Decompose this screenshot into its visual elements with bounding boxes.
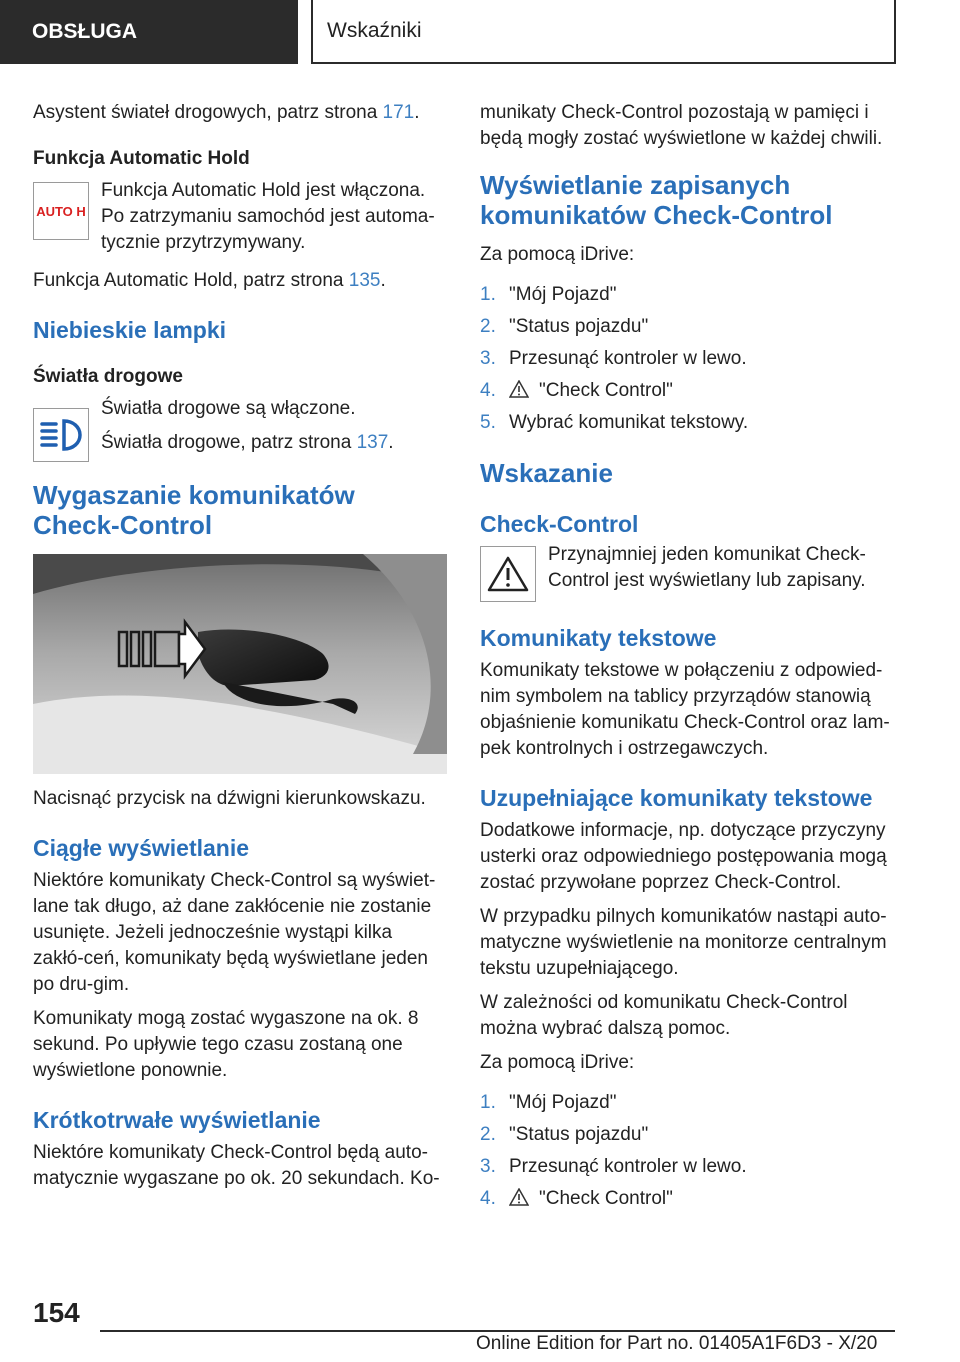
text-messages-para: Komunikaty tekstowe w połączeniu z odpowied-nim symbolem na tablicy przyrządów stanowią objaśnienie komunikatu Check-Control oraz lam-pek kontrolnych i ostrzegawczych. xyxy=(480,660,890,759)
high-beam-text: Światła drogowe są włączone. xyxy=(101,398,356,419)
step-number: 5. xyxy=(480,412,496,433)
list-item xyxy=(480,346,892,372)
page-header xyxy=(0,0,960,66)
dismiss-caption: Nacisnąć przycisk na dźwigni kierunkowskazu. xyxy=(33,788,426,809)
indication-heading: Wskazanie xyxy=(480,458,613,488)
step-text: "Mój Pojazd" xyxy=(509,1092,617,1113)
step-number: 1. xyxy=(480,284,496,305)
footer-divider xyxy=(100,1330,895,1332)
intro-end: . xyxy=(414,102,420,123)
check-control-text: Przynajmniej jeden komunikat Check-Control jest wyświetlany lub zapisany. xyxy=(548,544,866,591)
continuous-para-2: Komunikaty mogą zostać wygaszone na ok. 8 sekund. Po upływie tego czasu zostaną one wyświetlone ponownie. xyxy=(33,1008,419,1081)
list-item xyxy=(480,410,892,436)
page-link-137[interactable]: 137 xyxy=(356,432,389,453)
list-item xyxy=(480,1090,892,1116)
section-title: OBSŁUGA xyxy=(32,20,137,43)
page-link-135[interactable]: 135 xyxy=(348,270,381,291)
warning-triangle-icon xyxy=(509,380,529,398)
continuous-para-1: Niektóre komunikaty Check-Control są wyświet-lane tak długo, aż dane zakłócenie nie zostanie usunięte. Jeżeli jednocześnie wystąpi kilka zakłó-ceń, komunikaty będą wyświetlane jeden po dru-gim. xyxy=(33,870,436,995)
high-beam-glyph xyxy=(39,418,83,452)
auto-hold-ref xyxy=(33,268,447,294)
short-display-para: Niektóre komunikaty Check-Control będą auto-matycznie wygaszane po ok. 20 sekundach. Ko- xyxy=(33,1142,440,1189)
high-beam-icon xyxy=(33,408,89,462)
high-beam-subheading: Światła drogowe xyxy=(33,366,183,387)
turn-signal-lever-photo xyxy=(33,554,447,774)
section-tab xyxy=(0,0,298,64)
list-item xyxy=(480,1154,892,1180)
list-item xyxy=(480,1186,892,1212)
high-beam-ref xyxy=(101,430,447,456)
check-control-subheading: Check-Control xyxy=(480,511,639,537)
stored-lead: Za pomocą iDrive: xyxy=(480,244,635,265)
high-beam-ref-text: Światła drogowe, patrz strona xyxy=(101,432,357,453)
step-text: Przesunąć kontroler w lewo. xyxy=(509,1156,747,1177)
stored-messages-heading: Wyświetlanie zapisanych komunikatów Check-Control xyxy=(480,170,833,230)
step-text: "Check Control" xyxy=(539,380,673,401)
step-number: 4. xyxy=(480,1188,496,1209)
step-number: 4. xyxy=(480,380,496,401)
high-beam-row xyxy=(33,396,447,462)
step-text: "Status pojazdu" xyxy=(509,1124,649,1145)
step-number: 2. xyxy=(480,316,496,337)
page-link-171[interactable]: 171 xyxy=(382,102,415,123)
intro-text: Asystent świateł drogowych, patrz strona xyxy=(33,102,383,123)
list-item xyxy=(480,378,892,404)
step-text: "Mój Pojazd" xyxy=(509,284,617,305)
supplementary-steps-list xyxy=(480,1090,892,1212)
list-item xyxy=(480,282,892,308)
step-number: 1. xyxy=(480,1092,496,1113)
step-text: "Status pojazdu" xyxy=(509,316,649,337)
blue-lights-heading: Niebieskie lampki xyxy=(33,317,227,343)
text-messages-heading: Komunikaty tekstowe xyxy=(480,625,717,651)
step-number: 3. xyxy=(480,1156,496,1177)
page-number: 154 xyxy=(33,1297,80,1328)
supplementary-para-1: Dodatkowe informacje, np. dotyczące przyczyny usterki oraz odpowiedniego postępowania mogą zostać przywołane poprzez Check-Control. xyxy=(480,820,887,893)
intro-paragraph xyxy=(33,100,447,126)
auto-hold-text: Funkcja Automatic Hold jest włączona. Po zatrzymaniu samochód jest automa-tycznie przytrzymywany. xyxy=(101,180,435,253)
dismiss-heading: Wygaszanie komunikatów Check-Control xyxy=(33,480,355,540)
supplementary-para-2: W przypadku pilnych komunikatów nastąpi auto-matyczne wyświetlenie na monitorze centralnym tekstu uzupełniającego. xyxy=(480,906,887,979)
step-text: Wybrać komunikat tekstowy. xyxy=(509,412,749,433)
supplementary-para-3: W zależności od komunikatu Check-Control można wybrać dalszą pomoc. xyxy=(480,992,848,1039)
continued-text: munikaty Check-Control pozostają w pamięci i będą mogły zostać wyświetlone w każdej chwili. xyxy=(480,102,883,149)
warning-triangle-icon xyxy=(487,556,529,592)
auto-hold-icon xyxy=(33,182,89,240)
edition-text: Online Edition for Part no. 01405A1F6D3 - X/20 xyxy=(476,1333,878,1354)
check-control-row xyxy=(480,542,892,602)
auto-hold-icon-label: AUTO H xyxy=(36,203,86,219)
step-number: 3. xyxy=(480,348,496,369)
left-column xyxy=(33,100,447,1200)
check-control-icon xyxy=(480,546,536,602)
step-text: "Check Control" xyxy=(539,1188,673,1209)
supplementary-heading: Uzupełniające komunikaty tekstowe xyxy=(480,785,873,811)
step-text: Przesunąć kontroler w lewo. xyxy=(509,348,747,369)
high-beam-ref-end: . xyxy=(388,432,394,453)
warning-triangle-icon xyxy=(509,1188,529,1206)
chapter-title: Wskaźniki xyxy=(327,19,422,42)
list-item xyxy=(480,314,892,340)
chapter-tab xyxy=(311,0,896,64)
auto-hold-ref-text: Funkcja Automatic Hold, patrz strona xyxy=(33,270,349,291)
auto-hold-ref-end: . xyxy=(380,270,386,291)
step-number: 2. xyxy=(480,1124,496,1145)
short-display-heading: Krótkotrwałe wyświetlanie xyxy=(33,1107,321,1133)
list-item xyxy=(480,1122,892,1148)
supplementary-lead: Za pomocą iDrive: xyxy=(480,1052,635,1073)
auto-hold-row xyxy=(33,178,447,264)
continuous-heading: Ciągłe wyświetlanie xyxy=(33,835,250,861)
stored-steps-list xyxy=(480,282,892,436)
auto-hold-heading: Funkcja Automatic Hold xyxy=(33,148,250,169)
right-column xyxy=(480,100,892,1218)
